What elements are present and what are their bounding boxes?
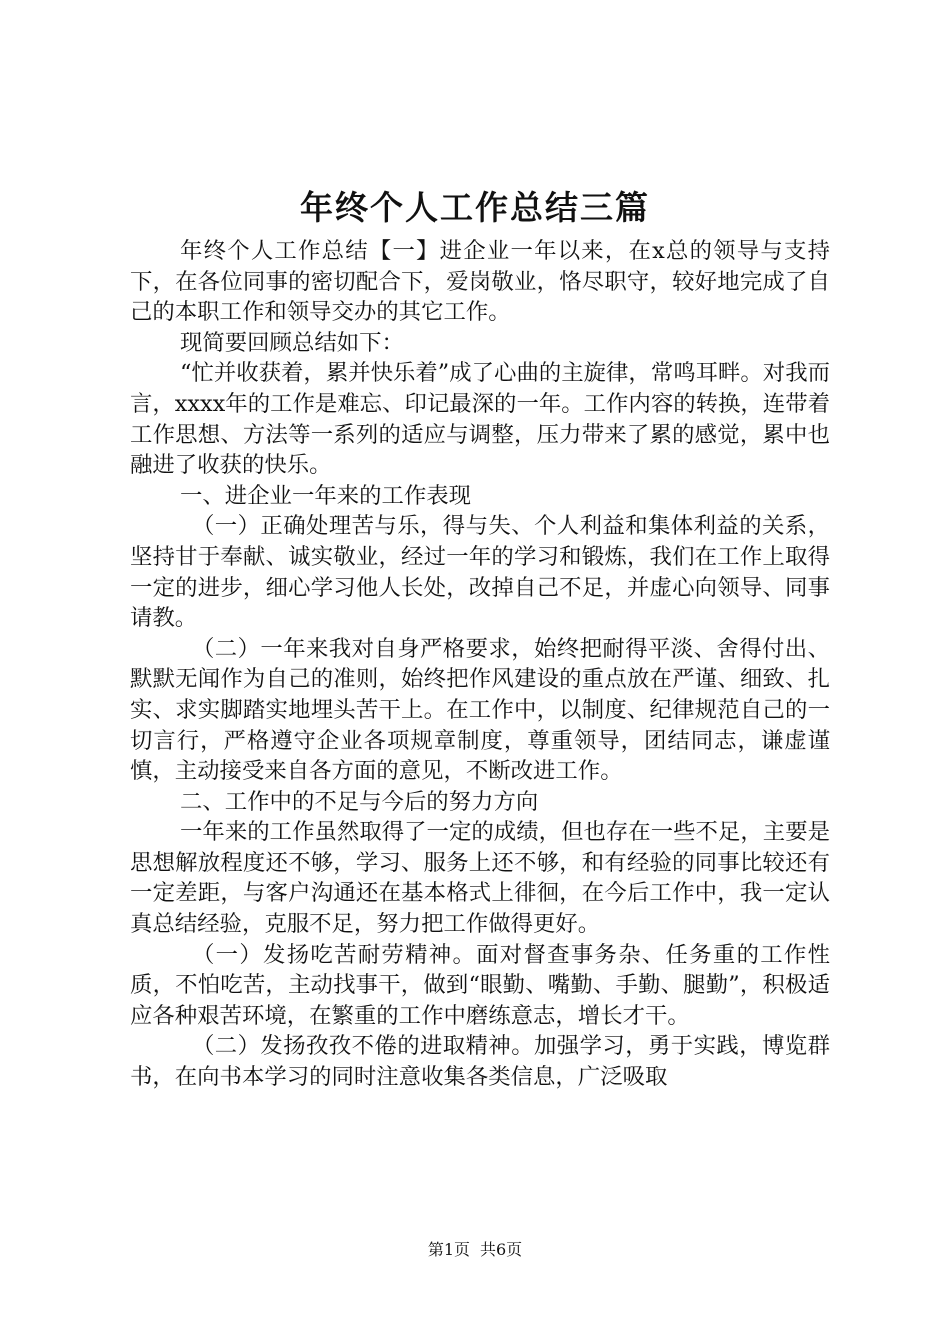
paragraph: 现简要回顾总结如下： xyxy=(180,329,404,356)
paragraph: （一）正确处理苦与乐，得与失、个人利益和集体利益的关系，坚持甘于奉献、诚实敬业，经过一年的学习和锻炼，我们在工作上取得一定的进步，细心学习他人长处，改掉自己不足，并虚心向领导、同事请教。 xyxy=(130,513,830,632)
paragraph: “忙并收获着，累并快乐着”成了心曲的主旋律，常鸣耳畔。对我而言，xxxx年的工作是难忘、印记最深的一年。工作内容的转换，连带着工作思想、方法等一系列的适应与调整，压力带来了累的感觉，累中也融进了收获的快乐。 xyxy=(130,360,830,479)
page-footer xyxy=(0,1239,950,1261)
paragraph: 年终个人工作总结【一】进企业一年以来，在x总的领导与支持下，在各位同事的密切配合下，爱岗敬业，恪尽职守，较好地完成了自己的本职工作和领导交办的其它工作。 xyxy=(130,238,830,326)
page-number: 第1页 xyxy=(427,1240,470,1259)
document-body xyxy=(130,236,830,1093)
page-total: 共6页 xyxy=(480,1240,523,1259)
section-heading: 二、工作中的不足与今后的努力方向 xyxy=(180,788,539,815)
paragraph: （一）发扬吃苦耐劳精神。面对督查事务杂、任务重的工作性质，不怕吃苦，主动找事干，做到“眼勤、嘴勤、手勤、腿勤”，积极适应各种艰苦环境，在繁重的工作中磨练意志，增长才干。 xyxy=(130,941,830,1029)
section-heading: 一、进企业一年来的工作表现 xyxy=(180,482,472,509)
paragraph: 一年来的工作虽然取得了一定的成绩，但也存在一些不足，主要是思想解放程度还不够，学习、服务上还不够，和有经验的同事比较还有一定差距，与客户沟通还在基本格式上徘徊，在今后工作中，我一定认真总结经验，克服不足，努力把工作做得更好。 xyxy=(130,819,830,938)
paragraph: （二）一年来我对自身严格要求，始终把耐得平淡、舍得付出、默默无闻作为自己的准则，始终把作风建设的重点放在严谨、细致、扎实、求实脚踏实地埋头苦干上。在工作中，以制度、纪律规范自己的一切言行，严格遵守企业各项规章制度，尊重领导，团结同志，谦虚谨慎，主动接受来自各方面的意见，不断改进工作。 xyxy=(130,635,830,785)
document-title: 年终个人工作总结三篇 xyxy=(300,188,650,227)
paragraph: （二）发扬孜孜不倦的进取精神。加强学习，勇于实践，博览群书，在向书本学习的同时注意收集各类信息，广泛吸取 xyxy=(130,1033,830,1091)
